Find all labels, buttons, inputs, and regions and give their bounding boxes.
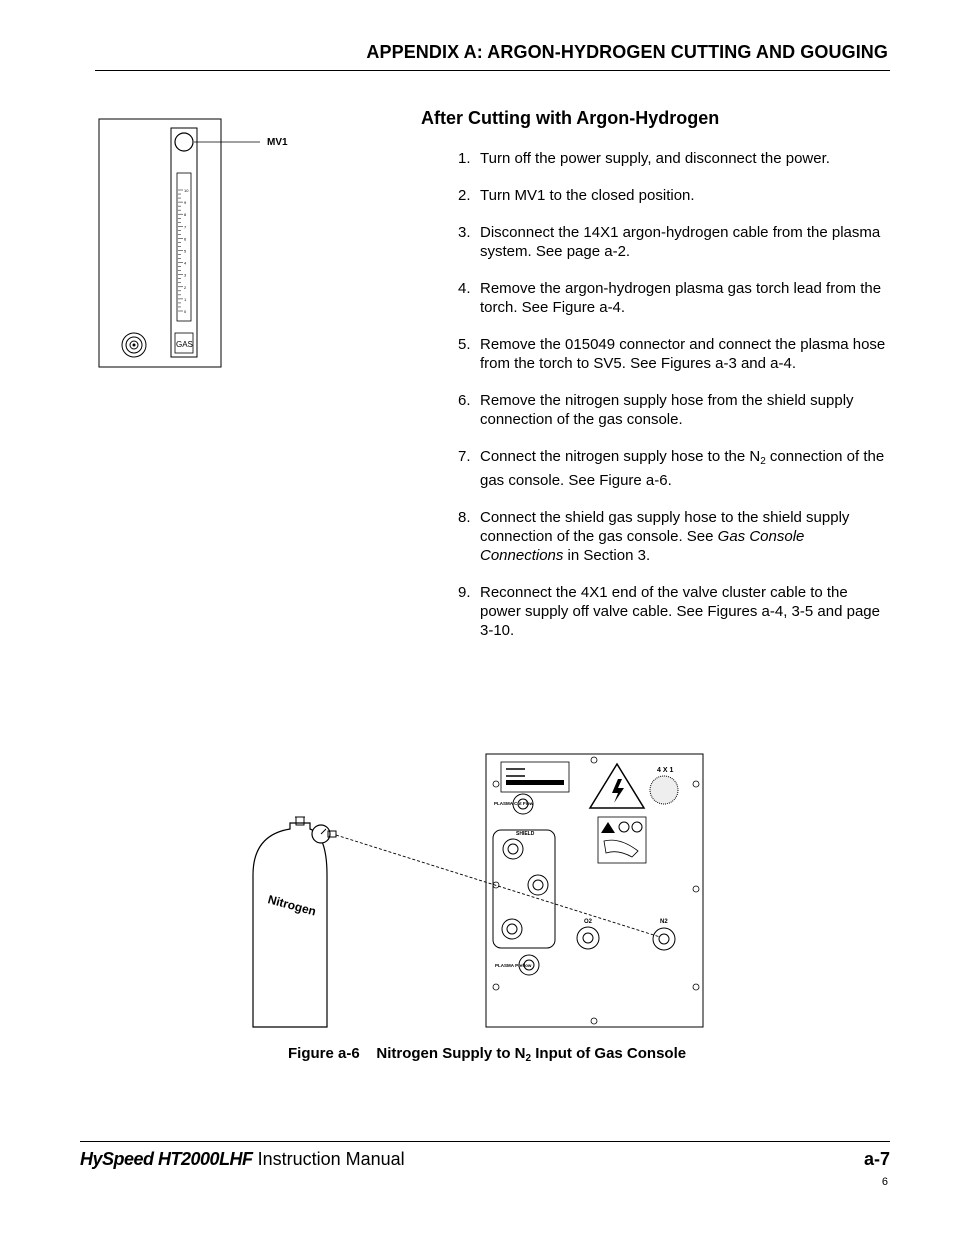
scale-mark-label: 5: [184, 248, 187, 254]
page-number: 6: [881, 1176, 888, 1188]
connector-4x1-label: 4 X 1: [657, 767, 674, 774]
scale-mark-label: 6: [184, 236, 187, 242]
flowmeter-figure: [95, 115, 310, 373]
step-item: 2. Turn MV1 to the closed position.: [458, 187, 695, 204]
scale-mark-label: 0: [184, 309, 187, 314]
o2-label: O2: [584, 919, 593, 925]
step-item: 5. Remove the 015049 connector and connect the plasma hose from the torch to SV5. See Figures a-3 and a-4.: [458, 336, 886, 372]
svg-text:PLASMA Preflow: PLASMA Preflow: [495, 963, 532, 968]
section-heading: After Cutting with Argon-Hydrogen: [421, 108, 720, 128]
flowmeter-panel: [99, 119, 221, 367]
step-item: 3. Disconnect the 14X1 argon-hydrogen cable from the plasma system. See page a-2.: [458, 224, 881, 260]
scale-mark-label: 1: [184, 296, 187, 302]
step-item: 7. Connect the nitrogen supply hose to the $N_2$ connection of the gas console. See Figure a-6.: [458, 448, 885, 489]
shield-fitting: [503, 839, 523, 859]
footer-rule: [80, 1141, 890, 1142]
step-item: 6. Remove the nitrogen supply hose from the shield supply connection of the gas console.: [458, 392, 854, 428]
scale-mark-label: 9: [184, 200, 187, 206]
step-item: 1. Turn off the power supply, and disconnect the power.: [458, 150, 830, 167]
flowmeter-scale: [178, 188, 189, 314]
footer-page-ref: a-7: [863, 1149, 890, 1169]
svg-text:PLASMA Cut Flow: PLASMA Cut Flow: [494, 801, 534, 806]
n2-fitting: [653, 928, 675, 950]
n2-label: N2: [660, 919, 668, 925]
step-item: 4. Remove the argon-hydrogen plasma gas torch lead from the torch. See Figure a-4.: [458, 280, 882, 316]
mv1-callout: MV1: [267, 137, 288, 148]
nitrogen-console-figure: [240, 745, 720, 1040]
scale-mark-label: 8: [184, 212, 187, 218]
page-header-title: APPENDIX A: ARGON-HYDROGEN CUTTING AND GOUGING: [366, 42, 888, 62]
scale-mark-label: 7: [184, 224, 187, 230]
caution-icon: [601, 822, 615, 833]
scale-mark-label: 4: [184, 260, 187, 266]
scale-mark-label: 10: [184, 188, 189, 193]
step-item: 9. Reconnect the 4X1 end of the valve cluster cable to the power supply off valve cable. See Figures a-4, 3-5 and page 3-10.: [458, 584, 880, 639]
footer-manual-title: HySpeed HT2000LHF Instruction Manual: [80, 1149, 405, 1169]
scale-mark-label: 3: [184, 272, 187, 278]
nitrogen-cylinder: [253, 823, 327, 1027]
nitrogen-hose: [336, 835, 660, 937]
header-rule: [95, 70, 890, 71]
step-item: 8. Connect the shield gas supply hose to the shield supply connection of the gas console. See Gas Console Connections in Section 3.: [458, 509, 850, 564]
figure-caption: Figure a-6 Nitrogen Supply to $N_2$ Input of Gas Console: [288, 1045, 687, 1064]
flowmeter-gas-label: GAS: [176, 340, 193, 349]
connector-4x1: [650, 776, 678, 804]
mv1-knob-icon: [175, 133, 193, 151]
scale-mark-label: 2: [184, 284, 187, 290]
o2-fitting: [577, 927, 599, 949]
steps-list: [458, 149, 888, 658]
cylinder-label: Nitrogen: [266, 892, 318, 919]
shield-supply-fitting: [528, 875, 548, 895]
shield-label: SHIELD: [516, 831, 535, 837]
